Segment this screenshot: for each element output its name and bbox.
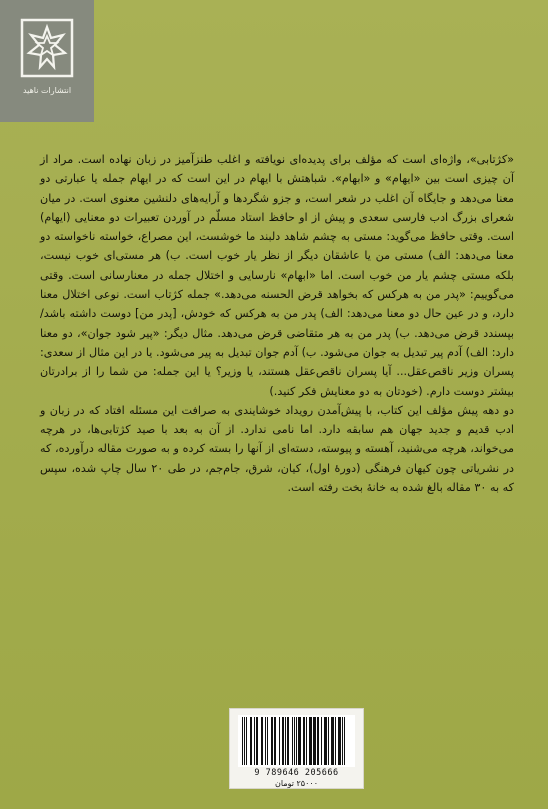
barcode-bar [309, 717, 312, 765]
barcode-bar [328, 717, 329, 765]
price-label: ۲۵۰۰۰ تومان [275, 779, 318, 788]
barcode-bar [242, 717, 243, 765]
barcode-bar [331, 717, 334, 765]
blurb-text [40, 150, 514, 497]
star-logo-icon [20, 18, 74, 78]
barcode-bar [254, 717, 255, 765]
barcode-bar [321, 717, 322, 765]
barcode-bar [338, 717, 341, 765]
blurb-paragraph: «کژتابی»، واژه‌ای است که مؤلف برای پدیده‌ای نویافته و اغلب طنزآمیز در زبان نهاده است. مراد از آن چیزی است بین «ایهام» و «ابهام». شباهتش با ایهام در این است که در ایهام جمله یا عبارتی دو معنا می‌دهد و جایگاه آن اغلب در شعر است، و جزو شگردها و آرایه‌های دلنشین معنوی است. در میان شعرای بزرگ ادب فارسی سعدی و پیش از او حافظ استاد مسلّم در آوردن تعبیرات دو معنایی (ایهام) است. وقتی حافظ می‌گوید: مستی به چشم شاهد دلبند ما خوشست، این مصراع، خواسته ناخواسته دو معنا می‌دهد: الف) مستی من یا عاشقان دیگر از نظر یار خوب است. ب) هر مستی‌ای خوب نیست، بلکه مستی چشم یار من خوب است. اما «ابهام» نارسایی و اختلال جمله در معنارسانی است. وقتی می‌گوییم: «پدر من به هرکس که بخواهد قرض الحسنه می‌دهد.» جمله کژتاب است. نوعی اختلال معنا دارد، و در عین حال دو معنا می‌دهد: الف) پدر من به هرکس که خودش، [پدر من] دوست داشته باشد/ بپسندد قرض می‌دهد. ب) پدر من به هر متقاضی قرض می‌دهد. مثال دیگر: «پیر شود جوان»، دو معنا دارد: الف) آدم پیر تبدیل به جوان می‌شود. ب) آدم جوان تبدیل به پیر می‌شود. یا در این مثال از سعدی: پسران وزیر ناقص‌عقل... آیا پسران ناقص‌عقل هستند، یا وزیر؟ یا این جمله: من شما را از برادرتان بیشتر دوست دارم. (خودتان به دو معنایش فکر کنید.) [40, 153, 514, 398]
barcode-bar [274, 717, 276, 765]
barcode-bar [282, 717, 284, 765]
barcode-bar [335, 717, 336, 765]
publisher-logo-box [0, 0, 94, 122]
publisher-name: انتشارات ناهید [22, 86, 72, 95]
barcode-bar [261, 717, 263, 765]
barcode-bar [313, 717, 316, 765]
barcode-bar [287, 717, 289, 765]
barcode-bar [296, 717, 297, 765]
barcode-bar [342, 717, 343, 765]
barcode-bar [244, 717, 245, 765]
barcode-bar [246, 717, 247, 765]
barcode-bars [238, 715, 355, 767]
barcode [238, 715, 355, 767]
barcode-bar [271, 717, 273, 765]
barcode-bar [292, 717, 293, 765]
barcode-bar [298, 717, 301, 765]
isbn-number: 9 789646 205666 [254, 768, 339, 778]
barcode-bar [303, 717, 305, 765]
barcode-bar [250, 717, 252, 765]
barcode-bar [267, 717, 268, 765]
barcode-bar [306, 717, 307, 765]
barcode-bar [344, 717, 345, 765]
barcode-bar [285, 717, 286, 765]
barcode-bar [317, 717, 319, 765]
barcode-bar [324, 717, 327, 765]
barcode-bar [256, 717, 258, 765]
barcode-bar [279, 717, 280, 765]
barcode-bar [265, 717, 266, 765]
barcode-sticker [229, 708, 364, 789]
barcode-bar [294, 717, 295, 765]
blurb-paragraph: دو دهه پیش مؤلف این کتاب، با پیش‌آمدن رویداد خوشایندی به صرافت این مسئله افتاد که در زبان و ادب قدیم و جدید جهان هم سابقه دارد. اما نامی ندارد. از آن به بعد با صید کژتابی‌ها، در هرچه می‌خواند، هرچه می‌شنید، آهسته و پیوسته، دسته‌ای از آنها را بسته کرده و به صورت مقاله درآورده، که در نشریاتی چون کیهان فرهنگی (دورهٔ اول)، کیان، شرق، جام‌جم، در طی ۲۰ سال چاپ شده، سپس که به ۳۰ مقاله بالغ شده به خانهٔ بخت رفته است. [40, 403, 514, 495]
